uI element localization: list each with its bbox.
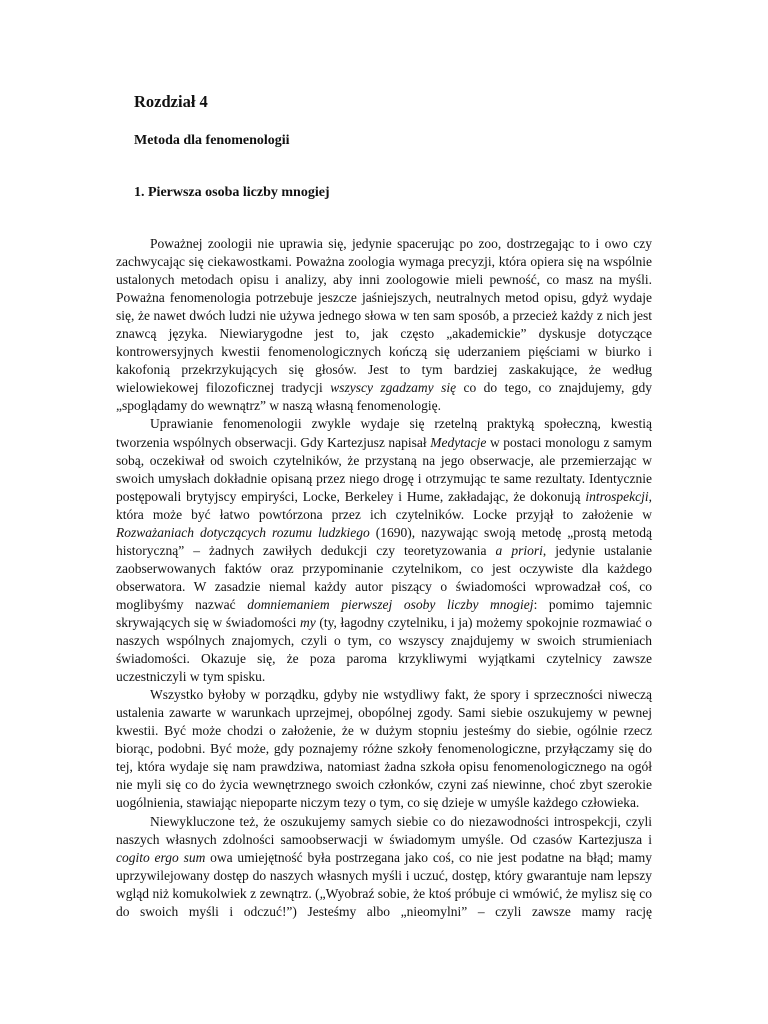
text-run: Uprawianie fenomenologii zwykle wydaje się rzetelną praktyką społeczną, kwestią tworzenia wspólnych obserwacji. Gdy Kartezjusz napisał [116,416,652,450]
text-run: owa umiejętność była postrzegana jako coś, co nie jest podatne na błąd; mamy uprzywilejowany dostęp do naszych własnych myśli i uczuć, dostęp, który gwarantuje nam lepszy wgląd niż komukolwiek z zewnątrz. („Wyobraź sobie, że ktoś próbuje ci wmówić, że mylisz się co do swoich myśli i odczuć!”) Jesteśmy albo „nieomylni” – czyli zawsze mamy rację [116,849,652,919]
chapter-subtitle: Metoda dla fenomenologii [134,133,290,148]
text-run: Poważnej zoologii nie uprawia się, jedynie spacerując po zoo, dostrzegając to i owo czy zachwycając się ciekawostkami. Poważna zoologia wymaga precyzji, która opiera się na wspólnie ustalonych metodach opisu i analizy, aby inni zoologowie mieli pewność, co masz na myśli. Poważna fenomenologia potrzebuje jeszcze jaśniejszych, neutralnych metod opisu, gdyż wydaje się, że nawet dwóch ludzi nie używa jednego słowa w ten sam sposób, a przecież każdy z nich jest znawcą języka. Niewiarygodne jest to, jak często „akademickie” dyskusje dotyczące kontrowersyjnych kwestii fenomenologicznych kończą się uderzaniem pięściami w biurko i kakofonią przekrzykujących się głosów. Jest to tym bardziej zaskakujące, że według wielowiekowej filozoficznej tradycji [116,236,652,396]
text-run: , która może być łatwo powtórzona przez ich czytelników. Locke przyjął to założenie w [116,488,652,522]
section-heading: 1. Pierwsza osoba liczby mnogiej [134,185,330,200]
text-run: co do tego, co znajdujemy, gdy „spoglądamy do wewnątrz” w naszą własną fenomenologię. [116,380,652,414]
italic-text: Rozważaniach dotyczących rozumu ludzkiego [116,524,370,540]
italic-text: wszyscy zgadzamy się [330,380,457,396]
body-paragraph [116,415,652,686]
body-paragraph [116,686,652,812]
italic-text: introspekcji [585,488,649,504]
text-run: Wszystko byłoby w porządku, gdyby nie wstydliwy fakt, że spory i sprzeczności niweczą ustalenia zawarte w warunkach uprzejmej, obopólnej zgody. Sami siebie oszukujemy w pewnej kwestii. Być może chodzi o założenie, że w dużym stopniu jesteśmy do siebie, ogólnie rzecz biorąc, podobni. Być może, gdy poznajemy różne szkoły fenomenologiczne, przyłączamy się do tej, która wydaje się nam prawdziwa, natomiast żadna szkoła opisu fenomenologicznego na ogół nie myli się co do życia wewnętrznego swoich członków, czyni zaś niewinne, choć zbyt szerokie uogólnienia, stawiając niepoparte niczym tezy o tym, co się dzieje w umyśle każdego człowieka. [116,687,652,811]
italic-text: a priori [495,542,543,558]
text-run: w postaci monologu z samym sobą, oczekiwał od swoich czytelników, że przystaną na jego obserwacje, ale przemierzając w swoich umysłach dokładnie opisaną przez niego drogę i otrzymując te same rezultaty. Identycznie postępowali brytyjscy empiryści, Locke, Berkeley i Hume, zakładając, że dokonują [116,434,652,504]
text-run: , jedynie ustalanie zaobserwowanych faktów oraz przypominanie czytelnikom, co jest oczywiste dla każdego obserwatora. W zasadzie niemal każdy autor piszący o świadomości wprowadzał coś, co moglibyśmy nazwać [116,542,652,612]
text-run: Niewykluczone też, że oszukujemy samych siebie co do niezawodności introspekcji, czyli naszych własnych zdolności samoobserwacji w świadomym umyśle. Od czasów Kartezjusza i [116,813,652,847]
chapter-title: Rozdział 4 [134,92,208,111]
italic-text: cogito ergo sum [116,849,206,865]
italic-text: Medytacje [430,434,487,450]
text-run: (ty, łagodny czytelniku, i ja) możemy spokojnie rozmawiać o naszych wspólnych znajomych, czyli o tym, co wszyscy znajdujemy w swoich strumieniach świadomości. Okazuje się, że poza paroma krzykliwymi wyjątkami czytelnicy zawsze uczestniczyli w tym spisku. [116,614,652,685]
text-run: : pomimo tajemnic skrywających się w świadomości [116,596,652,630]
body-paragraph [116,235,652,415]
body-text [116,235,652,921]
body-paragraph [116,813,652,921]
italic-text: domniemaniem pierwszej osoby liczby mnogiej [247,596,534,612]
text-run: (1690), nazywając swoją metodę „prostą metodą historyczną” – żadnych zawiłych dedukcji czy teoretyzowania [116,524,652,558]
italic-text: my [300,614,316,630]
